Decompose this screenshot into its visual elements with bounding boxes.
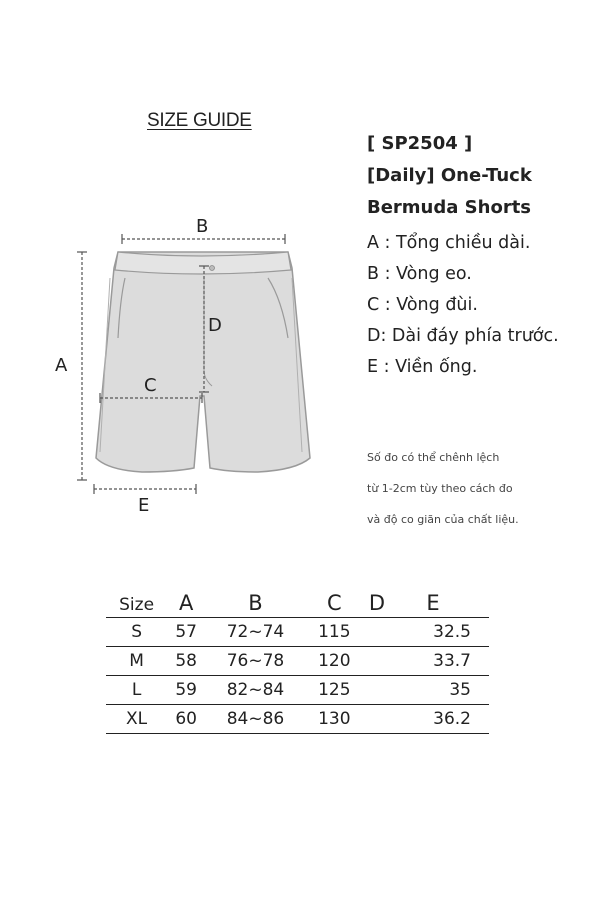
note-line-2: từ 1-2cm tùy theo cách đo: [367, 482, 513, 495]
header-a: A: [167, 585, 205, 618]
header-c: C: [306, 585, 363, 618]
legend-item-c: C : Vòng đùi.: [367, 295, 478, 315]
header-b: B: [205, 585, 306, 618]
cell-c: 115: [306, 618, 363, 647]
table-row: [106, 618, 489, 647]
header-e: E: [391, 585, 489, 618]
note-line-1: Số đo có thể chênh lệch: [367, 451, 500, 464]
legend-item-e: E : Viền ống.: [367, 357, 478, 377]
table-row: [106, 676, 489, 705]
cell-b: 84~86: [205, 705, 306, 734]
dimension-d-label: D: [208, 315, 222, 336]
shorts-outline: [96, 252, 310, 472]
table-row: [106, 705, 489, 734]
dimension-a-label: A: [55, 355, 68, 376]
cell-c: 125: [306, 676, 363, 705]
cell-size: XL: [106, 705, 167, 734]
table-row: [106, 647, 489, 676]
size-guide-title: SIZE GUIDE: [147, 110, 252, 131]
cell-a: 57: [167, 618, 205, 647]
cell-size: S: [106, 618, 167, 647]
cell-size: L: [106, 676, 167, 705]
product-name-line-2: Bermuda Shorts: [367, 197, 532, 218]
legend-item-a: A : Tổng chiều dài.: [367, 233, 531, 253]
header-size: Size: [106, 585, 167, 618]
product-code: [ SP2504 ]: [367, 133, 473, 154]
size-table-header-row: [106, 585, 489, 618]
cell-d: [363, 705, 391, 734]
cell-d: [363, 647, 391, 676]
cell-b: 82~84: [205, 676, 306, 705]
cell-b: 72~74: [205, 618, 306, 647]
cell-a: 60: [167, 705, 205, 734]
dimension-b-label: B: [196, 216, 209, 237]
legend-item-d: D: Dài đáy phía trước.: [367, 326, 559, 346]
button-icon: [210, 266, 215, 271]
cell-e: 36.2: [391, 705, 489, 734]
cell-a: 58: [167, 647, 205, 676]
dimension-e-label: E: [138, 495, 150, 516]
dimension-c-label: C: [144, 375, 157, 396]
header-d: D: [363, 585, 391, 618]
size-table: [106, 585, 489, 734]
cell-e: 35: [391, 676, 489, 705]
legend-item-b: B : Vòng eo.: [367, 264, 472, 284]
product-name-line-1: [Daily] One-Tuck: [367, 165, 532, 186]
cell-a: 59: [167, 676, 205, 705]
cell-d: [363, 676, 391, 705]
cell-c: 130: [306, 705, 363, 734]
cell-e: 32.5: [391, 618, 489, 647]
cell-e: 33.7: [391, 647, 489, 676]
cell-b: 76~78: [205, 647, 306, 676]
cell-size: M: [106, 647, 167, 676]
cell-c: 120: [306, 647, 363, 676]
cell-d: [363, 618, 391, 647]
note-line-3: và độ co giãn của chất liệu.: [367, 513, 519, 526]
